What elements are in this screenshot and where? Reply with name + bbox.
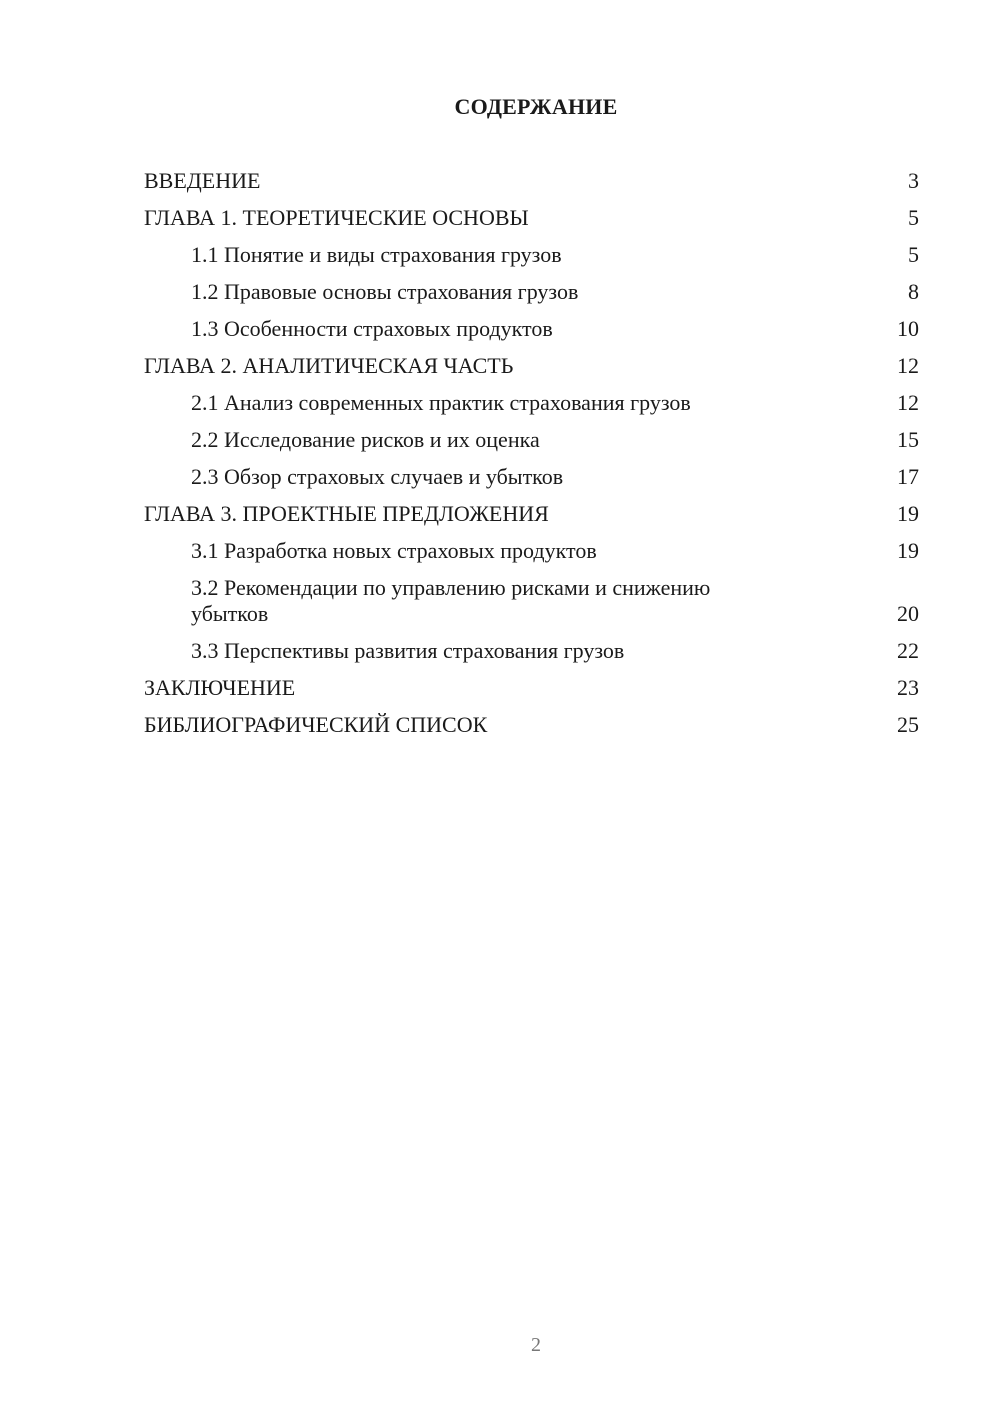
toc-entry-section-1-1	[144, 242, 919, 268]
page-number: 2	[531, 1334, 541, 1356]
toc-entry-page: 23	[897, 675, 919, 700]
toc-entry-introduction	[144, 168, 919, 194]
toc-entry-text: БИБЛИОГРАФИЧЕСКИЙ СПИСОК	[144, 712, 488, 737]
toc-entry-page: 25	[897, 712, 919, 737]
toc-entry-bibliography	[144, 712, 919, 738]
toc-entry-chapter-3	[144, 501, 919, 527]
toc-entry-text: ГЛАВА 1. ТЕОРЕТИЧЕСКИЕ ОСНОВЫ	[144, 205, 529, 230]
table-of-contents	[144, 168, 919, 749]
toc-entry-page: 17	[897, 464, 919, 489]
toc-entry-conclusion	[144, 675, 919, 701]
toc-entry-text: 1.2 Правовые основы страхования грузов	[191, 279, 579, 304]
toc-entry-page: 5	[908, 205, 919, 230]
toc-entry-page: 19	[897, 538, 919, 563]
toc-entry-page: 5	[908, 242, 919, 267]
toc-entry-section-2-1	[144, 390, 919, 416]
toc-entry-page: 12	[897, 390, 919, 415]
page-title: СОДЕРЖАНИЕ	[454, 94, 618, 119]
toc-entry-page: 20	[897, 601, 919, 626]
toc-entry-page: 22	[897, 638, 919, 663]
toc-entry-section-3-1	[144, 538, 919, 564]
toc-entry-text: 2.2 Исследование рисков и их оценка	[191, 427, 540, 452]
toc-entry-section-2-2	[144, 427, 919, 453]
toc-entry-section-1-3	[144, 316, 919, 342]
toc-entry-page: 10	[897, 316, 919, 341]
toc-entry-text: 3.2 Рекомендации по управлению рисками и снижению убытков	[191, 575, 711, 626]
toc-entry-text: ГЛАВА 2. АНАЛИТИЧЕСКАЯ ЧАСТЬ	[144, 353, 514, 378]
toc-entry-text: ВВЕДЕНИЕ	[144, 168, 261, 193]
toc-entry-text: 3.1 Разработка новых страховых продуктов	[191, 538, 597, 563]
toc-entry-page: 19	[897, 501, 919, 526]
toc-entry-section-1-2	[144, 279, 919, 305]
toc-entry-page: 8	[908, 279, 919, 304]
toc-entry-page: 12	[897, 353, 919, 378]
toc-entry-text: ЗАКЛЮЧЕНИЕ	[144, 675, 296, 700]
toc-entry-chapter-2	[144, 353, 919, 379]
toc-entry-text: ГЛАВА 3. ПРОЕКТНЫЕ ПРЕДЛОЖЕНИЯ	[144, 501, 549, 526]
toc-entry-page: 3	[908, 168, 919, 193]
toc-entry-text: 2.3 Обзор страховых случаев и убытков	[191, 464, 564, 489]
toc-entry-section-3-2	[144, 575, 919, 627]
toc-entry-section-2-3	[144, 464, 919, 490]
toc-entry-text: 1.3 Особенности страховых продуктов	[191, 316, 553, 341]
toc-entry-section-3-3	[144, 638, 919, 664]
toc-entry-text: 2.1 Анализ современных практик страхования грузов	[191, 390, 691, 415]
toc-entry-text: 3.3 Перспективы развития страхования грузов	[191, 638, 625, 663]
toc-entry-chapter-1	[144, 205, 919, 231]
toc-entry-text: 1.1 Понятие и виды страхования грузов	[191, 242, 562, 267]
toc-entry-page: 15	[897, 427, 919, 452]
